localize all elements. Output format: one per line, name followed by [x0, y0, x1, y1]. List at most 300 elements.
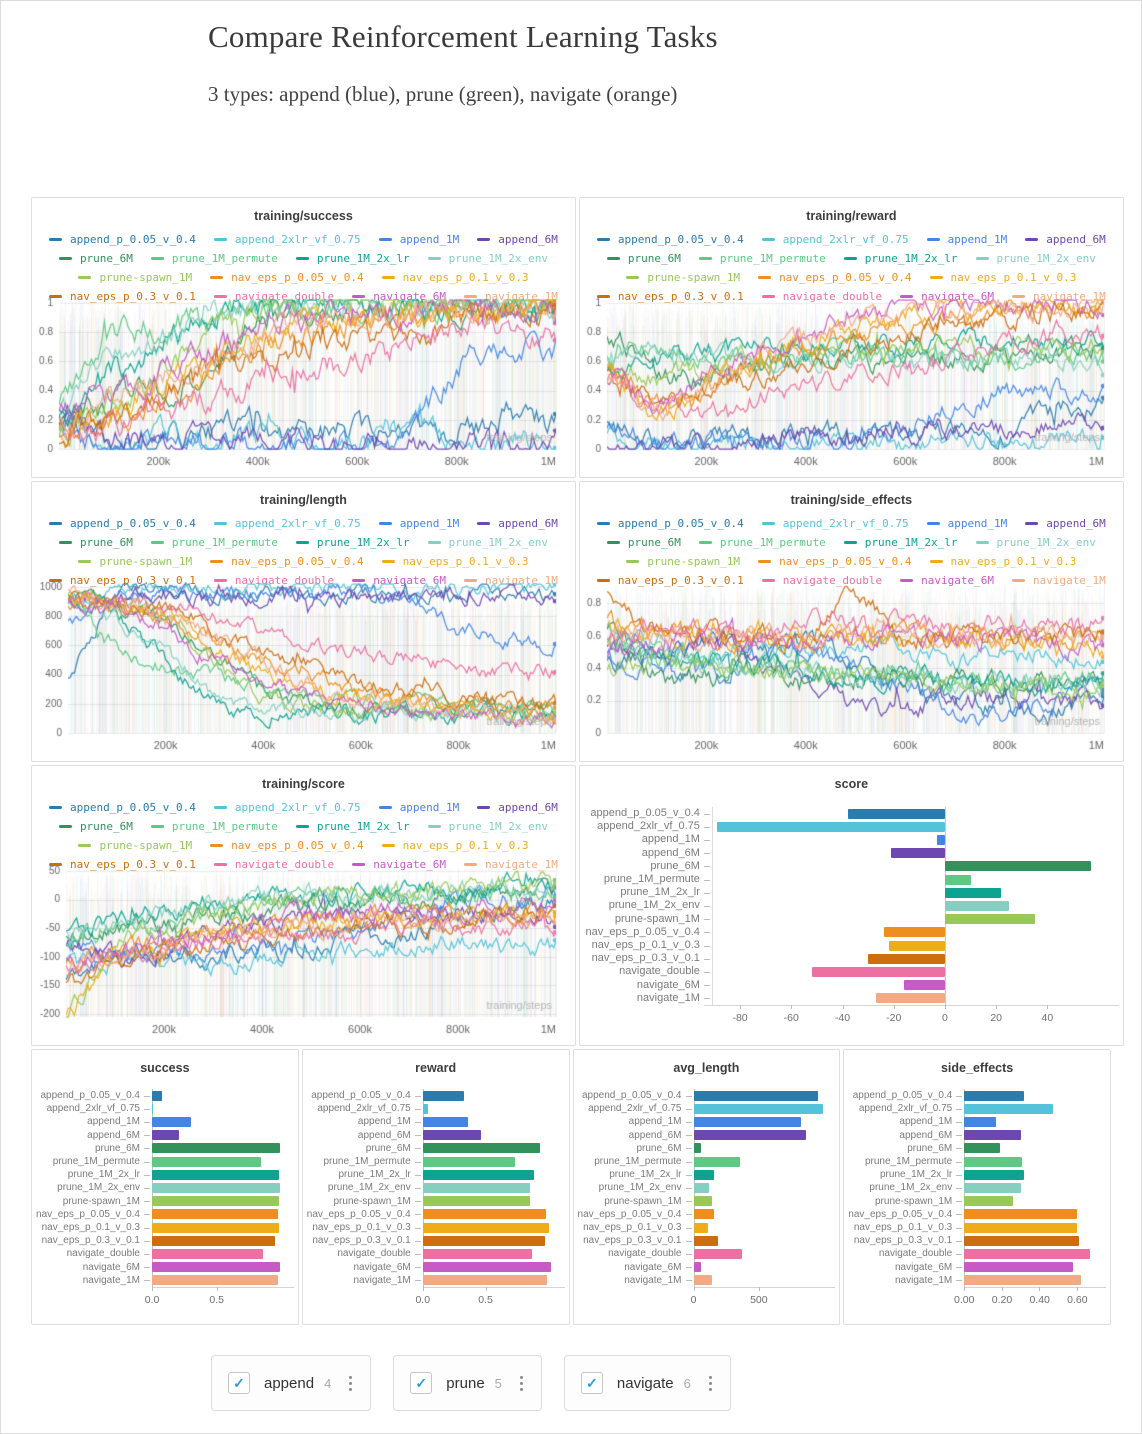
row-tick [415, 1214, 421, 1215]
bar-row-label: prune_6M [636, 1142, 682, 1154]
legend-swatch [607, 541, 620, 544]
bar-row-label: nav_eps_p_0.05_v_0.4 [585, 925, 700, 938]
legend-run-label: prune_6M [79, 252, 133, 265]
bar-plot-area [585, 807, 1099, 1024]
bar-append_1M[interactable] [694, 1117, 801, 1127]
row-tick [686, 1228, 692, 1229]
legend-item[interactable] [1025, 233, 1106, 246]
bar-append_p_0.05_v_0.4[interactable] [964, 1091, 1024, 1101]
bar-row-label: navigate_double [619, 965, 700, 978]
bar-nav_eps_p_0.3_v_0.1[interactable] [694, 1236, 718, 1246]
legend-item[interactable] [844, 536, 958, 549]
legend-item[interactable] [1025, 517, 1106, 530]
row-tick [956, 1122, 962, 1123]
bar-prune_6M[interactable] [945, 861, 1091, 871]
bar-row-label: prune_1M_2x_env [57, 1182, 140, 1194]
training-score-chart[interactable] [33, 862, 568, 1039]
legend-item[interactable] [296, 536, 410, 549]
bar-append_1M[interactable] [152, 1117, 191, 1127]
bar-nav_eps_p_0.1_v_0.3[interactable] [423, 1223, 549, 1233]
row-tick [415, 1096, 421, 1097]
legend-item[interactable] [597, 233, 744, 246]
legend-swatch [296, 541, 309, 544]
row-tick [956, 1280, 962, 1281]
x-axis-tick [694, 1287, 695, 1291]
row-tick [415, 1254, 421, 1255]
bar-append_1M[interactable] [423, 1117, 468, 1127]
bar-append_p_0.05_v_0.4[interactable] [423, 1091, 464, 1101]
row-tick [956, 1241, 962, 1242]
bar-navigate_6M[interactable] [423, 1262, 551, 1272]
bar-navigate_double[interactable] [812, 967, 945, 977]
legend-item[interactable] [927, 517, 1008, 530]
bar-append_6M[interactable] [964, 1130, 1021, 1140]
score-bar-chart [580, 807, 1123, 1024]
checkbox-append[interactable]: ✓ [228, 1372, 250, 1394]
legend-run-label: prune_1M_2x_lr [316, 536, 410, 549]
row-tick [704, 880, 710, 881]
legend-run-label: prune_1M_permute [171, 536, 278, 549]
legend-row [40, 249, 567, 268]
bar-row-label: nav_eps_p_0.3_v_0.1 [853, 1235, 953, 1247]
legend-item[interactable] [379, 517, 460, 530]
legend-item[interactable] [78, 839, 192, 852]
row-tick [704, 919, 710, 920]
legend-swatch [477, 806, 490, 809]
training-reward-chart[interactable] [581, 294, 1116, 471]
bar-nav_eps_p_0.05_v_0.4[interactable] [964, 1209, 1077, 1219]
legend-run-label: append_1M [947, 517, 1008, 530]
legend-run-label: append_6M [1046, 517, 1106, 530]
panel-grid-main [31, 197, 1111, 1046]
bar-append_1M[interactable] [937, 835, 945, 845]
row-tick [415, 1267, 421, 1268]
bar-nav_eps_p_0.05_v_0.4[interactable] [884, 927, 945, 937]
legend-run-label: append_p_0.05_v_0.4 [70, 517, 196, 530]
filter-chip-prune[interactable] [393, 1355, 542, 1411]
legend-item[interactable] [379, 233, 460, 246]
legend-run-label: append_p_0.05_v_0.4 [70, 801, 196, 814]
legend-run-label: prune_6M [79, 536, 133, 549]
panel-success-bar [31, 1049, 299, 1325]
bar-row-label: prune_1M_2x_lr [609, 1169, 682, 1181]
bar-prune_1M_permute[interactable] [423, 1157, 515, 1167]
row-tick [956, 1175, 962, 1176]
panel-training-success [31, 197, 576, 478]
legend-swatch [151, 257, 164, 260]
bar-navigate_1M[interactable] [876, 993, 945, 1003]
legend-run-label: prune-spawn_1M [99, 555, 193, 568]
bar-row-label: prune_6M [365, 1142, 411, 1154]
bar-append_2xlr_vf_0.75[interactable] [423, 1104, 428, 1114]
legend-swatch [78, 844, 91, 847]
legend-row [40, 230, 567, 249]
row-tick [704, 932, 710, 933]
legend-row [40, 533, 567, 552]
bar-append_p_0.05_v_0.4[interactable] [152, 1091, 162, 1101]
legend-item[interactable] [930, 271, 1077, 284]
bar-nav_eps_p_0.1_v_0.3[interactable] [964, 1223, 1077, 1233]
bar-nav_eps_p_0.05_v_0.4[interactable] [423, 1209, 546, 1219]
legend-swatch [49, 238, 62, 241]
x-axis-tick-label: 20 [990, 1012, 1002, 1024]
legend-run-label: prune_1M_2x_lr [316, 252, 410, 265]
legend-item[interactable] [428, 820, 548, 833]
legend-item[interactable] [49, 801, 196, 814]
legend-item[interactable] [210, 271, 363, 284]
legend-item[interactable] [49, 517, 196, 530]
bar-nav_eps_p_0.3_v_0.1[interactable] [868, 954, 945, 964]
training-length-chart[interactable] [33, 578, 568, 755]
legend-swatch [210, 276, 223, 279]
legend-item[interactable] [382, 555, 529, 568]
legend-item[interactable] [626, 271, 740, 284]
row-tick [686, 1148, 692, 1149]
legend-item[interactable] [607, 536, 681, 549]
bar-row-label: append_6M [87, 1129, 140, 1141]
legend-swatch [214, 806, 227, 809]
row-tick [686, 1162, 692, 1163]
legend-item[interactable] [59, 536, 133, 549]
legend-item[interactable] [210, 555, 363, 568]
row-tick [704, 985, 710, 986]
row-tick [956, 1135, 962, 1136]
legend-run-label: append_2xlr_vf_0.75 [782, 517, 909, 530]
legend-item[interactable] [699, 536, 826, 549]
bar-row-label: append_2xlr_vf_0.75 [588, 1103, 682, 1115]
row-tick [704, 840, 710, 841]
legend-swatch [210, 844, 223, 847]
bar-prune-spawn_1M[interactable] [964, 1196, 1013, 1206]
bar-row-label: append_6M [641, 846, 700, 859]
row-tick [956, 1162, 962, 1163]
x-axis-tick [996, 1005, 997, 1009]
bar-row-label: navigate_6M [82, 1261, 140, 1273]
report-header [1, 1, 1141, 197]
legend-swatch [930, 560, 943, 563]
legend [32, 798, 575, 862]
bar-append_6M[interactable] [891, 848, 945, 858]
bar-append_2xlr_vf_0.75[interactable] [152, 1104, 153, 1114]
bar-row-label: prune_1M_2x_lr [879, 1169, 953, 1181]
plot-left-border [712, 807, 713, 1005]
legend-run-label: prune_6M [627, 536, 681, 549]
filter-chip-navigate[interactable] [564, 1355, 731, 1411]
legend-item[interactable] [699, 252, 826, 265]
bar-row-label: append_2xlr_vf_0.75 [858, 1103, 953, 1115]
filter-label: prune [446, 1374, 485, 1392]
bar-plot-area [848, 1089, 1098, 1306]
row-tick [686, 1267, 692, 1268]
bar-prune-spawn_1M[interactable] [694, 1196, 712, 1206]
bar-nav_eps_p_0.3_v_0.1[interactable] [152, 1236, 275, 1246]
row-tick [686, 1214, 692, 1215]
legend-item[interactable] [758, 271, 911, 284]
legend-run-label: nav_eps_p_0.1_v_0.3 [950, 271, 1077, 284]
bar-append_2xlr_vf_0.75[interactable] [717, 822, 945, 832]
row-tick [144, 1148, 150, 1149]
training-side-effects-chart[interactable] [581, 578, 1116, 755]
bar-prune_6M[interactable] [423, 1143, 540, 1153]
bar-prune_1M_2x_env[interactable] [945, 901, 1009, 911]
bar-nav_eps_p_0.1_v_0.3[interactable] [889, 941, 945, 951]
filter-label: append [264, 1374, 315, 1392]
bar-prune-spawn_1M[interactable] [152, 1196, 279, 1206]
row-tick [704, 959, 710, 960]
legend-item[interactable] [428, 252, 548, 265]
x-axis-tick-label: 0.0 [144, 1294, 160, 1306]
legend-item[interactable] [477, 517, 558, 530]
bar-row-label: append_1M [357, 1116, 411, 1128]
legend-run-label: append_6M [498, 233, 558, 246]
legend-item[interactable] [382, 839, 529, 852]
panel-title: score [834, 777, 869, 791]
legend-item[interactable] [597, 517, 744, 530]
bar-row-label: append_p_0.05_v_0.4 [311, 1090, 411, 1101]
legend-item[interactable] [382, 271, 529, 284]
row-tick [144, 1175, 150, 1176]
row-tick [415, 1188, 421, 1189]
legend-item[interactable] [607, 252, 681, 265]
kebab-menu-icon[interactable] [347, 1372, 354, 1394]
x-axis-tick-label: -40 [834, 1012, 851, 1024]
legend [580, 514, 1123, 578]
row-tick [956, 1096, 962, 1097]
bar-prune_1M_2x_env[interactable] [694, 1183, 709, 1193]
bar-navigate_double[interactable] [694, 1249, 742, 1259]
bar-navigate_6M[interactable] [964, 1262, 1073, 1272]
bar-nav_eps_p_0.05_v_0.4[interactable] [694, 1209, 714, 1219]
success-bar-chart [32, 1089, 298, 1306]
row-tick [144, 1096, 150, 1097]
legend-item[interactable] [758, 555, 911, 568]
row-tick [415, 1162, 421, 1163]
row-tick [704, 853, 710, 854]
x-axis-tick-label: 0.00 [954, 1294, 975, 1306]
x-axis-tick [894, 1005, 895, 1009]
legend-row [40, 552, 567, 571]
bar-append_6M[interactable] [694, 1130, 806, 1140]
bar-row-label: navigate_1M [353, 1274, 411, 1286]
bar-prune_1M_permute[interactable] [945, 875, 971, 885]
bar-append_2xlr_vf_0.75[interactable] [964, 1104, 1053, 1114]
bar-append_p_0.05_v_0.4[interactable] [848, 809, 945, 819]
legend-swatch [428, 257, 441, 260]
bar-navigate_1M[interactable] [152, 1275, 278, 1285]
kebab-menu-icon[interactable] [518, 1372, 525, 1394]
legend-swatch [379, 238, 392, 241]
row-tick [686, 1201, 692, 1202]
bar-row-label: prune_1M_2x_env [598, 1182, 682, 1194]
bar-row-label: prune-spawn_1M [604, 1195, 682, 1207]
checkbox-navigate[interactable]: ✓ [581, 1372, 603, 1394]
bar-prune_1M_2x_env[interactable] [964, 1183, 1021, 1193]
row-tick [686, 1241, 692, 1242]
legend-item[interactable] [976, 252, 1096, 265]
bar-prune_6M[interactable] [694, 1143, 701, 1153]
row-tick [415, 1175, 421, 1176]
panel-grid-bottom [31, 1049, 1111, 1325]
bar-prune_1M_2x_env[interactable] [152, 1183, 280, 1193]
legend-run-label: append_6M [498, 801, 558, 814]
legend-item[interactable] [151, 820, 278, 833]
bar-nav_eps_p_0.05_v_0.4[interactable] [152, 1209, 278, 1219]
bar-prune_1M_permute[interactable] [964, 1157, 1022, 1167]
row-tick [144, 1135, 150, 1136]
legend-swatch [930, 276, 943, 279]
legend-run-label: nav_eps_p_0.05_v_0.4 [231, 271, 364, 284]
legend-item[interactable] [210, 839, 363, 852]
checkbox-prune[interactable]: ✓ [410, 1372, 432, 1394]
kebab-menu-icon[interactable] [707, 1372, 714, 1394]
bar-navigate_double[interactable] [423, 1249, 532, 1259]
bar-navigate_1M[interactable] [964, 1275, 1081, 1285]
legend-run-label: prune_1M_permute [719, 252, 826, 265]
legend-run-label: nav_eps_p_0.05_v_0.4 [231, 555, 364, 568]
bar-prune_1M_2x_lr[interactable] [423, 1170, 534, 1180]
panel-side-effects-bar [843, 1049, 1111, 1325]
bar-row-label: prune_1M_2x_env [869, 1182, 953, 1194]
bar-append_2xlr_vf_0.75[interactable] [694, 1104, 823, 1114]
filter-label: navigate [616, 1374, 674, 1392]
legend-item[interactable] [626, 555, 740, 568]
legend-run-label: prune_1M_2x_lr [316, 820, 410, 833]
bar-nav_eps_p_0.1_v_0.3[interactable] [152, 1223, 279, 1233]
x-axis-tick [423, 1287, 424, 1291]
bar-navigate_6M[interactable] [152, 1262, 280, 1272]
bar-navigate_double[interactable] [152, 1249, 263, 1259]
bar-prune_1M_2x_lr[interactable] [152, 1170, 279, 1180]
panel-training-side-effects [579, 481, 1124, 762]
legend-item[interactable] [976, 536, 1096, 549]
bar-prune_1M_permute[interactable] [152, 1157, 261, 1167]
bar-row-label: append_6M [628, 1129, 682, 1141]
legend-item[interactable] [296, 820, 410, 833]
legend-item[interactable] [214, 517, 361, 530]
bar-navigate_6M[interactable] [904, 980, 945, 990]
bar-prune_1M_2x_lr[interactable] [945, 888, 1001, 898]
legend-swatch [59, 541, 72, 544]
bar-row-label: append_p_0.05_v_0.4 [581, 1090, 682, 1101]
bar-nav_eps_p_0.3_v_0.1[interactable] [964, 1236, 1079, 1246]
bar-prune_6M[interactable] [152, 1143, 280, 1153]
bar-nav_eps_p_0.3_v_0.1[interactable] [423, 1236, 545, 1246]
legend-swatch [428, 825, 441, 828]
row-tick [415, 1201, 421, 1202]
bar-prune-spawn_1M[interactable] [423, 1196, 530, 1206]
legend-item[interactable] [151, 536, 278, 549]
panel-title: training/score [262, 777, 345, 791]
legend-item[interactable] [59, 820, 133, 833]
legend-item[interactable] [49, 233, 196, 246]
legend-item[interactable] [762, 233, 909, 246]
legend-swatch [379, 806, 392, 809]
legend-run-label: prune_1M_permute [171, 252, 278, 265]
bar-row-label: navigate_double [878, 1248, 953, 1260]
bar-row-label: navigate_double [66, 1248, 140, 1260]
bar-row-label: prune_1M_permute [603, 873, 700, 885]
bar-prune_6M[interactable] [964, 1143, 1000, 1153]
legend-swatch [758, 560, 771, 563]
row-tick [704, 946, 710, 947]
legend-item[interactable] [930, 555, 1077, 568]
legend-item[interactable] [477, 801, 558, 814]
legend-run-label: prune-spawn_1M [647, 555, 741, 568]
bar-row-label: nav_eps_p_0.3_v_0.1 [312, 1235, 411, 1247]
legend-run-label: prune-spawn_1M [99, 839, 193, 852]
bar-append_6M[interactable] [152, 1130, 179, 1140]
bar-row-label: prune_1M_2x_lr [67, 1169, 140, 1181]
row-tick [704, 906, 710, 907]
filter-count: 6 [683, 1375, 691, 1391]
bar-row-label: nav_eps_p_0.05_v_0.4 [306, 1208, 411, 1220]
row-tick [704, 972, 710, 973]
legend-item[interactable] [78, 271, 192, 284]
panel-title: training/success [254, 209, 353, 223]
bar-append_6M[interactable] [423, 1130, 481, 1140]
legend-item[interactable] [844, 252, 958, 265]
legend-item[interactable] [762, 517, 909, 530]
x-axis-tick [1077, 1287, 1078, 1291]
bar-row-label: append_2xlr_vf_0.75 [46, 1103, 140, 1115]
bar-row-label: append_2xlr_vf_0.75 [317, 1103, 411, 1115]
legend-item[interactable] [927, 233, 1008, 246]
bar-prune_1M_2x_lr[interactable] [964, 1170, 1024, 1180]
x-axis-tick-label: 0.5 [209, 1294, 225, 1306]
legend-item[interactable] [379, 801, 460, 814]
legend-swatch [78, 560, 91, 563]
bar-navigate_1M[interactable] [694, 1275, 712, 1285]
x-axis-tick-label: 40 [1041, 1012, 1054, 1024]
x-axis-baseline [704, 1005, 1119, 1006]
x-axis-tick [759, 1287, 760, 1291]
legend-item[interactable] [214, 801, 361, 814]
bar-navigate_double[interactable] [964, 1249, 1090, 1259]
legend-swatch [607, 257, 620, 260]
legend-item[interactable] [214, 233, 361, 246]
legend-item[interactable] [477, 233, 558, 246]
bar-append_1M[interactable] [964, 1117, 996, 1127]
bar-row-label: append_6M [357, 1129, 411, 1141]
legend [32, 514, 575, 578]
panel-title: side_effects [940, 1061, 1014, 1075]
x-axis-tick [964, 1287, 965, 1291]
legend-item[interactable] [428, 536, 548, 549]
legend-run-label: append_1M [399, 233, 460, 246]
bar-prune-spawn_1M[interactable] [945, 914, 1035, 924]
filter-chip-append[interactable] [211, 1355, 371, 1411]
legend-item[interactable] [151, 252, 278, 265]
legend-swatch [379, 522, 392, 525]
legend-swatch [151, 825, 164, 828]
legend-item[interactable] [59, 252, 133, 265]
bar-append_p_0.05_v_0.4[interactable] [694, 1091, 818, 1101]
legend-swatch [927, 238, 940, 241]
bar-navigate_6M[interactable] [694, 1262, 701, 1272]
bar-prune_1M_permute[interactable] [694, 1157, 740, 1167]
bar-prune_1M_2x_lr[interactable] [694, 1170, 714, 1180]
bar-nav_eps_p_0.1_v_0.3[interactable] [694, 1223, 708, 1233]
legend-run-label: append_p_0.05_v_0.4 [617, 517, 744, 530]
legend-item[interactable] [78, 555, 192, 568]
bar-prune_1M_2x_env[interactable] [423, 1183, 530, 1193]
training-success-chart[interactable] [33, 294, 568, 471]
legend-swatch [699, 541, 712, 544]
x-axis-tick-label: 0 [690, 1294, 697, 1306]
bar-row-label: prune-spawn_1M [614, 912, 700, 925]
legend-item[interactable] [296, 252, 410, 265]
bar-navigate_1M[interactable] [423, 1275, 547, 1285]
